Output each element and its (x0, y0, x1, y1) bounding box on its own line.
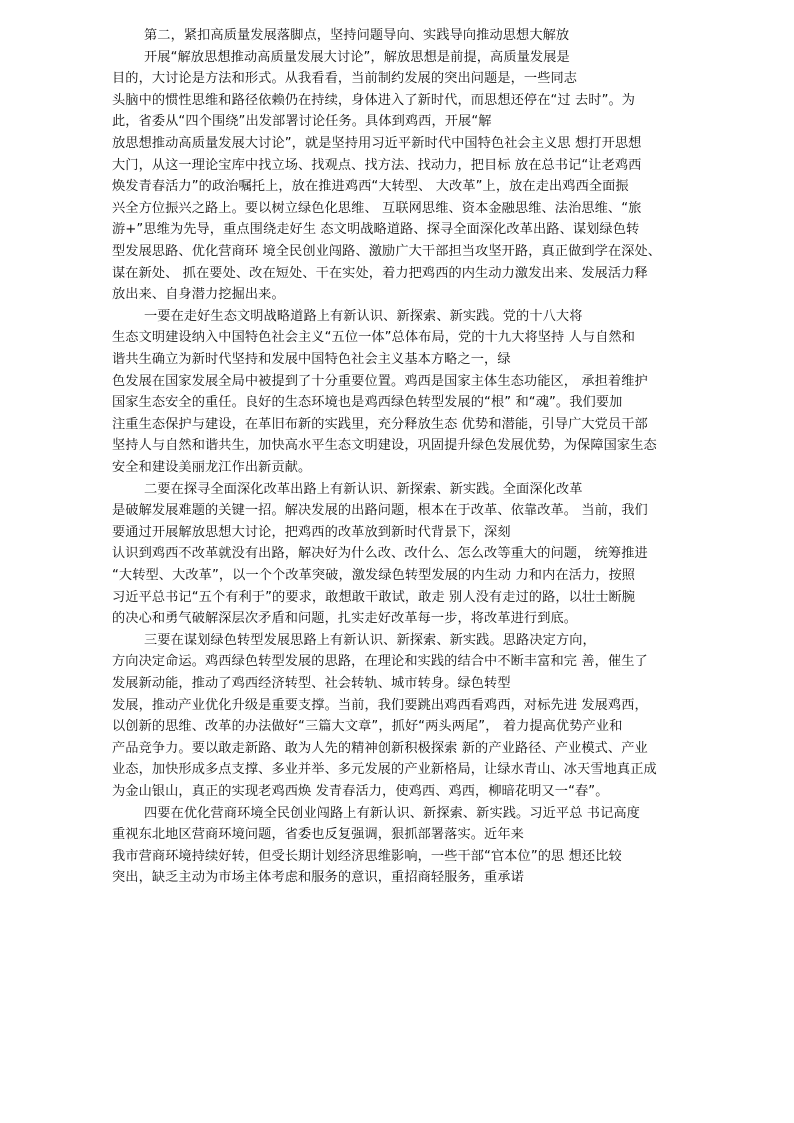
text-line: 大门，从这一理论宝库中找立场、找观点、找方法、找动力，把目标 放在总书记“让老鸡西 (112, 157, 642, 173)
text-line: 发展，推动产业优化升级是重要支撑。当前，我们要跳出鸡西看鸡西，对标先进 发展鸡西， (112, 697, 648, 713)
text-line: 安全和建设美丽龙江作出新贡献。 (112, 460, 312, 475)
text-line: 放出来、自身潜力挖掘出来。 (112, 287, 285, 303)
text-line: 突出，缺乏主动为市场主体考虑和服务的意识，重招商轻服务，重承诺 (112, 870, 524, 886)
text-line: 以创新的思维、改革的办法做好“三篇大文章”，抓好“两头两尾”， 着力提高优势产业和 (112, 719, 623, 735)
text-line: “大转型、大改革”，以一个个改革突破，激发绿色转型发展的内生动 力和内在活力，按照 (112, 568, 636, 583)
text-line: 生态文明建设纳入中国特色社会主义“五位一体”总体布局，党的十九大将坚持 人与自然和 (112, 330, 636, 346)
text-line: 三要在谋划绿色转型发展思路上有新认识、新探索、新实践。思路决定方向， (144, 632, 596, 648)
text-line: 的决心和勇气破解深层次矛盾和问题，扎实走好改革每一步，将改革进行到底。 (112, 611, 578, 627)
text-line: 兴全方位振兴之路上。要以树立绿色化思维、 互联网思维、资本金融思维、法治思维、“旅 (112, 200, 642, 216)
text-line: 四要在优化营商环境全民创业闯路上有新认识、新探索、新实践。习近平总 书记高度 (144, 805, 640, 821)
text-line: 谐共生确立为新时代坚持和发展中国特色社会主义基本方略之一，绿 (112, 352, 511, 367)
text-line: 此，省委从“四个围绕”出发部署讨论任务。具体到鸡西，开展“解 (112, 114, 492, 130)
text-line: 重视东北地区营商环境问题，省委也反复强调，狠抓部署落实。近年来 (112, 827, 524, 843)
text-line: 我市营商环境持续好转，但受长期计划经济思维影响，一些干部“官本位”的思 想还比较 (112, 848, 622, 864)
text-line: 是破解发展难题的关键一招。解决发展的出路问题，根本在于改革、依靠改革。 当前，我们 (112, 503, 648, 519)
text-line: 产品竞争力。要以敢走新路、敢为人先的精神创新积极探索 新的产业路径、产业模式、产业 (112, 740, 648, 756)
text-line: 放思想推动高质量发展大讨论”，就是坚持用习近平新时代中国特色社会主义思 想打开思想 (112, 136, 642, 151)
text-line: 业态，加快形成多点支撑、多业并举、多元发展的产业新格局，让绿水青山、冰天雪地真正成 (112, 762, 657, 778)
text-line: 发展新动能，推动了鸡西经济转型、社会转轨、城市转身。绿色转型 (112, 676, 511, 691)
text-line: 头脑中的惯性思维和路径依赖仍在持续，身体进入了新时代，而思想还停在“过 去时”。为 (112, 92, 636, 108)
text-line: 开展“解放思想推动高质量发展大讨论”，解放思想是前提，高质量发展是 (144, 49, 570, 65)
text-line: 焕发青春活力”的政治嘱托上，放在推进鸡西“大转型、 大改革”上，放在走出鸡西全面振 (112, 179, 629, 195)
text-line: 认识到鸡西不改革就没有出路，解决好为什么改、改什么、怎么改等重大的问题， 统筹推进 (112, 546, 648, 562)
text-line: 国家生态安全的重任。良好的生态环境也是鸡西绿色转型发展的“根” 和“魂”。我们要加 (112, 395, 623, 411)
text-line: 习近平总书记“五个有利于”的要求，敢想敢干敢试，敢走 别人没有走过的路，以壮士断腕 (112, 589, 636, 605)
text-line: 为金山银山，真正的实现老鸡西焕 发青春活力，使鸡西、鸡西，柳暗花明又一“春”。 (112, 784, 609, 799)
text-line: 游+”思维为先导，重点围绕走好生 态文明战略道路、探寻全面深化改革出路、谋划绿色转 (112, 222, 640, 238)
text-line: 色发展在国家发展全局中被提到了十分重要位置。鸡西是国家主体生态功能区， 承担着维护 (112, 373, 648, 389)
text-line: 二要在探寻全面深化改革出路上有新认识、新探索、新实践。全面深化改革 (144, 481, 583, 497)
text-line: 第二，紧扣高质量发展落脚点，坚持问题导向、实践导向推动思想大解放 (144, 28, 570, 43)
text-line: 坚持人与自然和谐共生，加快高水平生态文明建设，巩固提升绿色发展优势，为保障国家生态 (112, 438, 657, 454)
text-line: 型发展思路、优化营商环 境全民创业闯路、激励广大干部担当攻坚开路，真正做到学在深处、 (112, 244, 662, 259)
text-line: 方向决定命运。鸡西绿色转型发展的思路，在理论和实践的结合中不断丰富和完 善，催生了 (112, 654, 648, 670)
text-line: 注重生态保护与建设，在革旧布新的实践里，充分释放生态 优势和潜能，引导广大党员干部 (112, 416, 648, 432)
text-line: 目的，大讨论是方法和形式。从我看看，当前制约发展的突出问题是，一些同志 (112, 71, 578, 87)
text-line: 谋在新处、 抓在要处、改在短处、干在实处，着力把鸡西的内生动力激发出来、发展活力释 (112, 265, 648, 281)
text-line: 一要在走好生态文明战略道路上有新认识、新探索、新实践。党的十八大将 (144, 308, 583, 324)
text-line: 要通过开展解放思想大讨论，把鸡西的改革放到新时代背景下，深刻 (112, 524, 511, 540)
